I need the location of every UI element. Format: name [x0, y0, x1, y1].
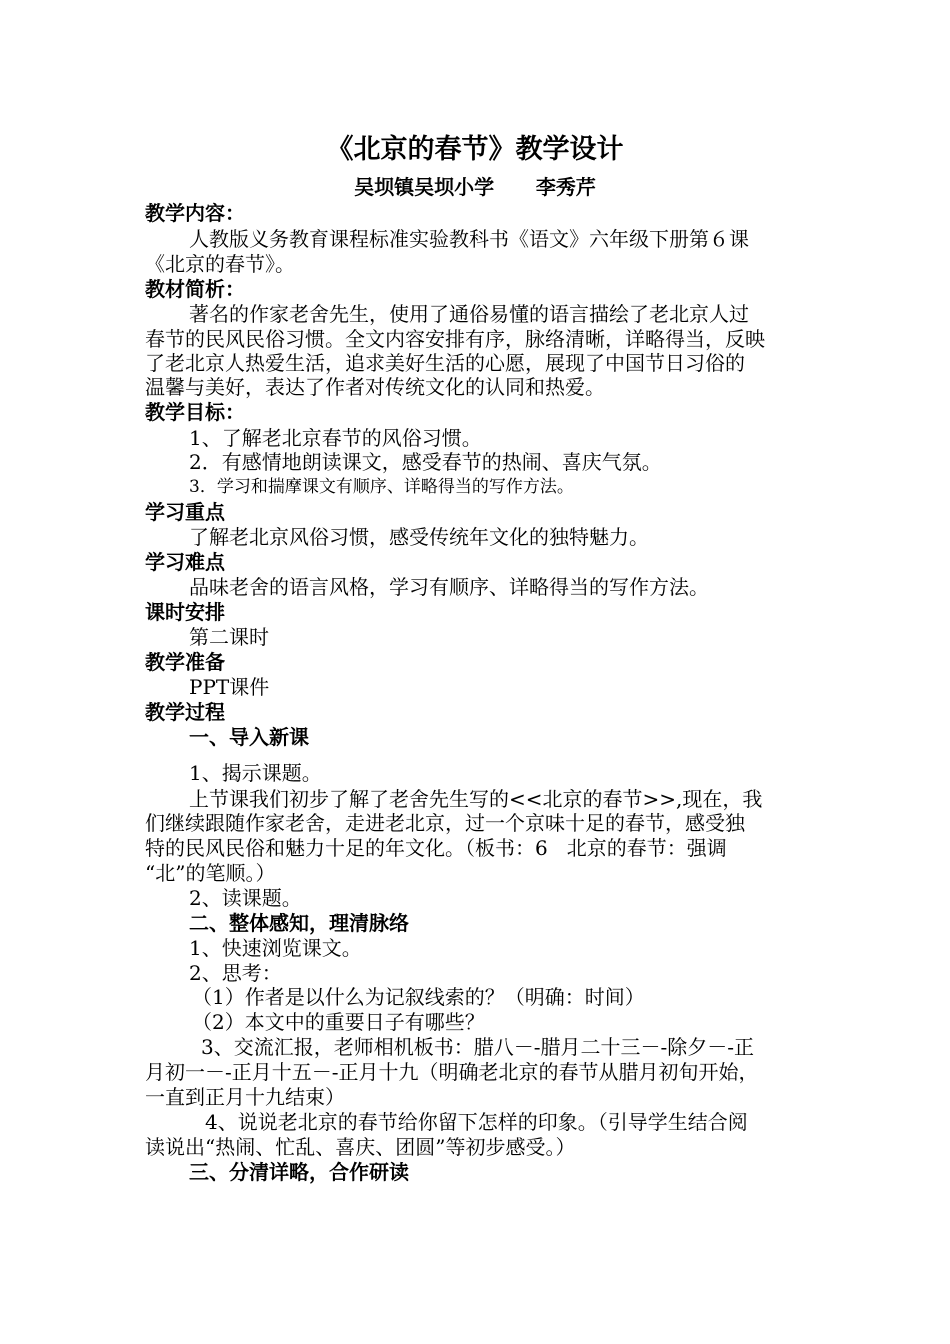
section-heading: 课时安排 [145, 600, 225, 624]
doc-title: 《北京的春节》教学设计 [326, 134, 624, 165]
subsection-heading: 二、整体感知，理清脉络 [189, 911, 409, 935]
section-heading: 学习重点 [145, 500, 225, 524]
paragraph-line: 们继续跟随作家老舍，走进老北京，过一个京味十足的春节，感受独 [145, 811, 745, 835]
paragraph-line: 《北京的春节》。 [145, 252, 295, 276]
paragraph-line: 月初一－-正月十五－-正月十九（明确老北京的春节从腊月初旬开始， [145, 1060, 759, 1084]
section-heading: 教学准备 [145, 650, 225, 674]
paragraph-line: 著名的作家老舍先生，使用了通俗易懂的语言描绘了老北京人过 [189, 302, 749, 326]
goal-item: 1、了解老北京春节的风俗习惯。 [189, 426, 482, 450]
paragraph-line: 了解老北京风俗习惯，感受传统年文化的独特魅力。 [189, 525, 649, 549]
paragraph-line: 人教版义务教育课程标准实验教科书《语文》六年级下册第６课 [189, 227, 749, 251]
paragraph-line: 4、说说老北京的春节给你留下怎样的印象。（引导学生结合阅 [205, 1110, 748, 1134]
step-item: 1、揭示课题。 [189, 761, 322, 785]
question-item: （1）作者是以什么为记叙线索的？（明确：时间） [192, 985, 645, 1009]
section-heading: 教材简析： [145, 277, 245, 301]
paragraph-line: 品味老舍的语言风格，学习有顺序、详略得当的写作方法。 [189, 575, 709, 599]
paragraph-line: 一直到正月十九结束） [145, 1085, 345, 1109]
paragraph-line: 特的民风民俗和魅力十足的年文化。（板书：6 北京的春节：强调 [145, 836, 727, 860]
paragraph-line: 读说出“热闹、忙乱、喜庆、团圆”等初步感受。） [145, 1135, 576, 1159]
step-item: 1、快速浏览课文。 [189, 936, 362, 960]
subsection-heading: 一、导入新课 [189, 725, 309, 749]
paragraph-line: 春节的民风民俗习惯。全文内容安排有序，脉络清晰，详略得当，反映 [145, 327, 765, 351]
step-item: 2、思考： [189, 961, 282, 985]
question-item: （2）本文中的重要日子有哪些？ [192, 1010, 485, 1034]
paragraph-line: 第二课时 [189, 625, 269, 649]
goal-item: 2．有感情地朗读课文，感受春节的热闹、喜庆气氛。 [189, 450, 662, 474]
paragraph-line: PPT课件 [189, 675, 270, 699]
paragraph-line: “北”的笔顺。） [145, 861, 276, 885]
section-heading: 学习难点 [145, 550, 225, 574]
step-item: 2、读课题。 [189, 886, 302, 910]
subsection-heading: 三、分清详略，合作研读 [189, 1160, 409, 1184]
section-heading: 教学内容： [145, 201, 245, 225]
paragraph-line: 3、交流汇报，老师相机板书：腊八－-腊月二十三－-除夕－-正 [201, 1035, 754, 1059]
section-heading: 教学过程 [145, 700, 225, 724]
goal-item: 3．学习和揣摩课文有顺序、详略得当的写作方法。 [189, 477, 574, 497]
paragraph-line: 了老北京人热爱生活，追求美好生活的心愿，展现了中国节日习俗的 [145, 351, 745, 375]
paragraph-line: 温馨与美好，表达了作者对传统文化的认同和热爱。 [145, 375, 605, 399]
doc-author: 吴坝镇吴坝小学 李秀芹 [354, 175, 596, 199]
section-heading: 教学目标： [145, 400, 245, 424]
paragraph-line: 上节课我们初步了解了老舍先生写的<<北京的春节>>,现在，我 [189, 787, 763, 811]
